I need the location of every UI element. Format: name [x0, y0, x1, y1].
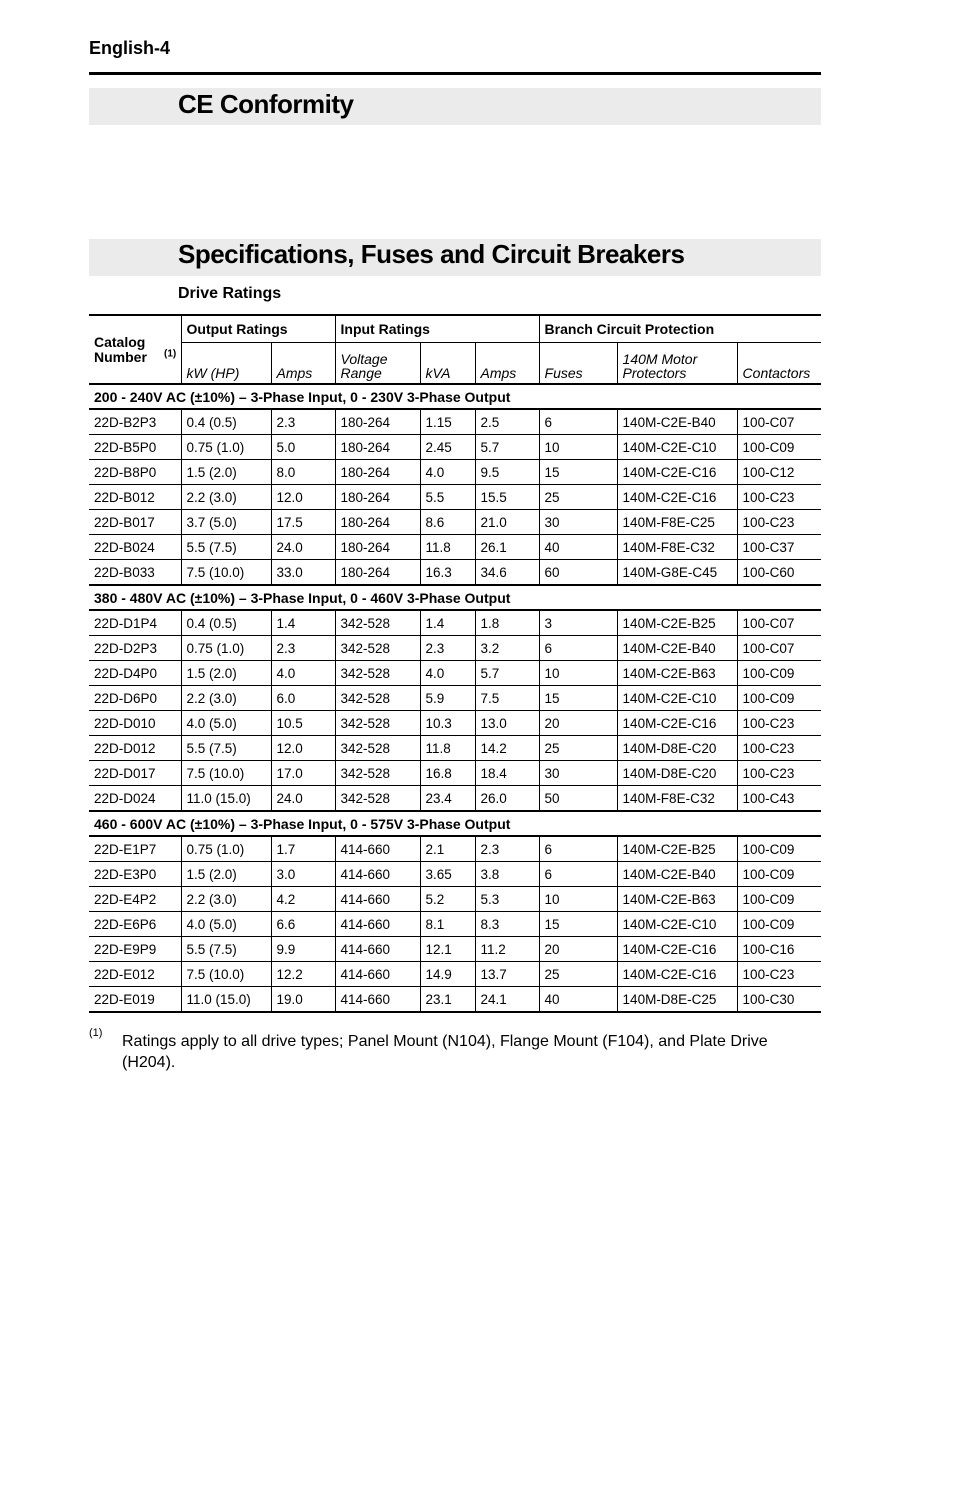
voltage-range-cell: 414-660	[335, 987, 420, 1013]
fuses-cell: 25	[539, 962, 617, 987]
kva-cell: 2.1	[420, 836, 475, 862]
voltage-range-cell: 414-660	[335, 836, 420, 862]
kva-cell: 1.15	[420, 409, 475, 435]
kw-hp-cell: 3.7 (5.0)	[181, 510, 271, 535]
voltage-range-cell: 180-264	[335, 535, 420, 560]
motor-protector-cell: 140M-G8E-C45	[617, 560, 737, 586]
contactor-cell: 100-C09	[737, 887, 821, 912]
input-amps-cell: 3.2	[475, 636, 539, 661]
ce-conformity-title: CE Conformity	[178, 89, 354, 119]
output-amps-cell: 1.4	[271, 610, 335, 636]
contactor-cell: 100-C09	[737, 661, 821, 686]
motor-protector-cell: 140M-C2E-C10	[617, 686, 737, 711]
fuses-cell: 25	[539, 485, 617, 510]
voltage-range-cell: 180-264	[335, 510, 420, 535]
voltage-range-cell: 342-528	[335, 686, 420, 711]
kva-cell: 23.1	[420, 987, 475, 1013]
catalog-number-cell: 22D-E012	[89, 962, 181, 987]
drive-ratings-table	[89, 314, 821, 1013]
motor-protector-cell: 140M-D8E-C20	[617, 736, 737, 761]
catalog-number-cell: 22D-E3P0	[89, 862, 181, 887]
catalog-number-cell: 22D-D012	[89, 736, 181, 761]
input-amps-cell: 5.7	[475, 435, 539, 460]
contactor-cell: 100-C23	[737, 510, 821, 535]
kva-cell: 3.65	[420, 862, 475, 887]
catalog-number-cell: 22D-E6P6	[89, 912, 181, 937]
motor-protector-cell: 140M-C2E-B40	[617, 409, 737, 435]
catalog-number-cell: 22D-D6P0	[89, 686, 181, 711]
input-amps-cell: 2.5	[475, 409, 539, 435]
contactor-cell: 100-C23	[737, 962, 821, 987]
output-amps-cell: 10.5	[271, 711, 335, 736]
motor-protector-cell: 140M-D8E-C25	[617, 987, 737, 1013]
table-row	[89, 460, 821, 485]
table-row	[89, 435, 821, 460]
table-row	[89, 610, 821, 636]
kw-hp-cell: 5.5 (7.5)	[181, 937, 271, 962]
input-amps-cell: 5.7	[475, 661, 539, 686]
fuses-cell: 10	[539, 887, 617, 912]
table-body	[89, 384, 821, 1012]
kw-hp-cell: 0.75 (1.0)	[181, 435, 271, 460]
footnote-text: Ratings apply to all drive types; Panel Mount (N104), Flange Mount (F104), and Plate Drive (H204).	[122, 1033, 768, 1071]
group-header-row	[89, 585, 821, 610]
voltage-range-cell: 180-264	[335, 409, 420, 435]
input-amps-cell: 34.6	[475, 560, 539, 586]
table-row	[89, 962, 821, 987]
group-label: 380 - 480V AC (±10%) – 3-Phase Input, 0 - 460V 3-Phase Output	[89, 585, 821, 610]
input-amps-cell: 1.8	[475, 610, 539, 636]
table-row	[89, 711, 821, 736]
contactor-cell: 100-C30	[737, 987, 821, 1013]
kw-hp-cell: 11.0 (15.0)	[181, 987, 271, 1013]
kva-header: kVA	[420, 343, 475, 385]
input-amps-cell: 7.5	[475, 686, 539, 711]
voltage-range-cell: 180-264	[335, 485, 420, 510]
motor-protector-cell: 140M-C2E-C10	[617, 912, 737, 937]
motor-protector-cell: 140M-C2E-B40	[617, 636, 737, 661]
kw-hp-cell: 4.0 (5.0)	[181, 912, 271, 937]
fuses-cell: 50	[539, 786, 617, 812]
contactor-cell: 100-C09	[737, 836, 821, 862]
kw-hp-cell: 1.5 (2.0)	[181, 661, 271, 686]
table-row	[89, 887, 821, 912]
table-row	[89, 736, 821, 761]
fuses-cell: 6	[539, 862, 617, 887]
voltage-range-cell: 342-528	[335, 736, 420, 761]
catalog-number-header	[89, 315, 181, 384]
kva-cell: 16.3	[420, 560, 475, 586]
catalog-number-cell: 22D-B024	[89, 535, 181, 560]
voltage-range-cell: 414-660	[335, 862, 420, 887]
output-amps-cell: 6.6	[271, 912, 335, 937]
output-amps-cell: 12.2	[271, 962, 335, 987]
motor-protector-cell: 140M-C2E-C10	[617, 435, 737, 460]
output-amps-cell: 33.0	[271, 560, 335, 586]
contactor-cell: 100-C07	[737, 636, 821, 661]
kw-hp-cell: 7.5 (10.0)	[181, 761, 271, 786]
motor-protector-cell: 140M-F8E-C25	[617, 510, 737, 535]
table-row	[89, 510, 821, 535]
voltage-range-cell: 414-660	[335, 962, 420, 987]
catalog-number-cell: 22D-D2P3	[89, 636, 181, 661]
voltage-range-cell: 414-660	[335, 912, 420, 937]
contactors-header: Contactors	[737, 343, 821, 385]
footnote-mark: (1)	[89, 1027, 103, 1039]
voltage-range-header	[335, 343, 420, 385]
table-row	[89, 636, 821, 661]
catalog-number-cell: 22D-B8P0	[89, 460, 181, 485]
motor-protector-cell: 140M-C2E-B63	[617, 887, 737, 912]
kw-hp-cell: 11.0 (15.0)	[181, 786, 271, 812]
kw-hp-cell: 2.2 (3.0)	[181, 485, 271, 510]
voltage-range-cell: 180-264	[335, 460, 420, 485]
table-row	[89, 836, 821, 862]
kw-hp-cell: 0.75 (1.0)	[181, 836, 271, 862]
kva-cell: 5.2	[420, 887, 475, 912]
catalog-number-cell: 22D-D1P4	[89, 610, 181, 636]
table-row	[89, 786, 821, 812]
motor-protector-cell: 140M-C2E-C16	[617, 962, 737, 987]
fuses-cell: 15	[539, 686, 617, 711]
catalog-number-cell: 22D-B033	[89, 560, 181, 586]
kva-cell: 23.4	[420, 786, 475, 812]
motor-protector-cell: 140M-C2E-C16	[617, 937, 737, 962]
contactor-cell: 100-C07	[737, 409, 821, 435]
kva-cell: 4.0	[420, 661, 475, 686]
input-ratings-header: Input Ratings	[335, 315, 539, 343]
kva-cell: 1.4	[420, 610, 475, 636]
kw-hp-cell: 1.5 (2.0)	[181, 862, 271, 887]
input-amps-cell: 21.0	[475, 510, 539, 535]
kva-cell: 8.1	[420, 912, 475, 937]
table-header-row-groups	[89, 315, 821, 343]
table-row	[89, 409, 821, 435]
table-row	[89, 661, 821, 686]
motor-protectors-line1: 140M Motor	[622, 351, 698, 367]
voltage-range-cell: 180-264	[335, 560, 420, 586]
contactor-cell: 100-C09	[737, 435, 821, 460]
contactor-cell: 100-C09	[737, 862, 821, 887]
motor-protector-cell: 140M-C2E-C16	[617, 460, 737, 485]
contactor-cell: 100-C37	[737, 535, 821, 560]
motor-protector-cell: 140M-C2E-B25	[617, 610, 737, 636]
motor-protector-cell: 140M-F8E-C32	[617, 535, 737, 560]
output-amps-cell: 12.0	[271, 485, 335, 510]
kw-hp-cell: 1.5 (2.0)	[181, 460, 271, 485]
kva-cell: 10.3	[420, 711, 475, 736]
kw-hp-cell: 2.2 (3.0)	[181, 887, 271, 912]
kw-hp-header: kW (HP)	[181, 343, 271, 385]
motor-protectors-header	[617, 343, 737, 385]
fuses-cell: 40	[539, 535, 617, 560]
table-row	[89, 560, 821, 586]
catalog-number-cell: 22D-E019	[89, 987, 181, 1013]
motor-protector-cell: 140M-C2E-C16	[617, 485, 737, 510]
input-amps-cell: 5.3	[475, 887, 539, 912]
contactor-cell: 100-C16	[737, 937, 821, 962]
fuses-cell: 40	[539, 987, 617, 1013]
output-amps-cell: 24.0	[271, 786, 335, 812]
fuses-cell: 10	[539, 661, 617, 686]
input-amps-cell: 2.3	[475, 836, 539, 862]
contactor-cell: 100-C23	[737, 761, 821, 786]
voltage-range-cell: 342-528	[335, 711, 420, 736]
table-row	[89, 987, 821, 1013]
table-row	[89, 937, 821, 962]
catalog-number-cell: 22D-B2P3	[89, 409, 181, 435]
specs-title: Specifications, Fuses and Circuit Breakers	[178, 239, 685, 269]
table-row	[89, 761, 821, 786]
catalog-number-cell: 22D-B012	[89, 485, 181, 510]
voltage-range-line1: Voltage	[340, 351, 388, 367]
voltage-range-cell: 414-660	[335, 937, 420, 962]
voltage-range-line2: Range	[340, 365, 382, 381]
input-amps-cell: 26.1	[475, 535, 539, 560]
table-row	[89, 686, 821, 711]
input-amps-cell: 24.1	[475, 987, 539, 1013]
fuses-cell: 30	[539, 761, 617, 786]
output-ratings-header: Output Ratings	[181, 315, 335, 343]
catalog-number-cell: 22D-B5P0	[89, 435, 181, 460]
catalog-number-cell: 22D-E1P7	[89, 836, 181, 862]
output-amps-cell: 5.0	[271, 435, 335, 460]
fuses-cell: 30	[539, 510, 617, 535]
fuses-cell: 60	[539, 560, 617, 586]
kw-hp-cell: 5.5 (7.5)	[181, 736, 271, 761]
input-amps-cell: 26.0	[475, 786, 539, 812]
catalog-footnote-ref: (1)	[164, 347, 177, 359]
input-amps-cell: 13.7	[475, 962, 539, 987]
fuses-cell: 20	[539, 937, 617, 962]
table-row	[89, 912, 821, 937]
fuses-cell: 15	[539, 460, 617, 485]
kva-cell: 16.8	[420, 761, 475, 786]
output-amps-cell: 1.7	[271, 836, 335, 862]
catalog-number-cell: 22D-E9P9	[89, 937, 181, 962]
output-amps-cell: 24.0	[271, 535, 335, 560]
kva-cell: 2.3	[420, 636, 475, 661]
output-amps-cell: 19.0	[271, 987, 335, 1013]
input-amps-cell: 3.8	[475, 862, 539, 887]
fuses-cell: 10	[539, 435, 617, 460]
fuses-cell: 6	[539, 836, 617, 862]
input-amps-cell: 9.5	[475, 460, 539, 485]
table-header-row-columns	[89, 343, 821, 385]
contactor-cell: 100-C60	[737, 560, 821, 586]
kva-cell: 12.1	[420, 937, 475, 962]
catalog-number-cell: 22D-D010	[89, 711, 181, 736]
group-label: 200 - 240V AC (±10%) – 3-Phase Input, 0 - 230V 3-Phase Output	[89, 384, 821, 409]
fuses-cell: 6	[539, 409, 617, 435]
input-amps-cell: 15.5	[475, 485, 539, 510]
kva-cell: 4.0	[420, 460, 475, 485]
kva-cell: 11.8	[420, 736, 475, 761]
contactor-cell: 100-C09	[737, 912, 821, 937]
motor-protectors-line2: Protectors	[622, 365, 687, 381]
group-header-row	[89, 384, 821, 409]
table-row	[89, 485, 821, 510]
contactor-cell: 100-C23	[737, 736, 821, 761]
output-amps-cell: 3.0	[271, 862, 335, 887]
output-amps-cell: 4.2	[271, 887, 335, 912]
input-amps-cell: 8.3	[475, 912, 539, 937]
contactor-cell: 100-C23	[737, 485, 821, 510]
kw-hp-cell: 0.75 (1.0)	[181, 636, 271, 661]
fuses-cell: 15	[539, 912, 617, 937]
contactor-cell: 100-C09	[737, 686, 821, 711]
kva-cell: 11.8	[420, 535, 475, 560]
group-label: 460 - 600V AC (±10%) – 3-Phase Input, 0 - 575V 3-Phase Output	[89, 811, 821, 836]
voltage-range-cell: 342-528	[335, 610, 420, 636]
motor-protector-cell: 140M-C2E-C16	[617, 711, 737, 736]
voltage-range-cell: 342-528	[335, 661, 420, 686]
input-amps-cell: 18.4	[475, 761, 539, 786]
kw-hp-cell: 7.5 (10.0)	[181, 962, 271, 987]
input-amps-cell: 14.2	[475, 736, 539, 761]
output-amps-cell: 9.9	[271, 937, 335, 962]
catalog-number-label: Catalog Number	[94, 333, 147, 365]
output-amps-cell: 17.0	[271, 761, 335, 786]
drive-ratings-title: Drive Ratings	[178, 285, 282, 302]
fuses-cell: 3	[539, 610, 617, 636]
output-amps-cell: 17.5	[271, 510, 335, 535]
input-amps-header: Amps	[475, 343, 539, 385]
voltage-range-cell: 414-660	[335, 887, 420, 912]
kw-hp-cell: 0.4 (0.5)	[181, 409, 271, 435]
voltage-range-cell: 342-528	[335, 761, 420, 786]
kva-cell: 5.5	[420, 485, 475, 510]
input-amps-cell: 11.2	[475, 937, 539, 962]
output-amps-cell: 12.0	[271, 736, 335, 761]
table-row	[89, 862, 821, 887]
header-rule	[89, 72, 821, 75]
contactor-cell: 100-C12	[737, 460, 821, 485]
voltage-range-cell: 342-528	[335, 636, 420, 661]
motor-protector-cell: 140M-D8E-C20	[617, 761, 737, 786]
motor-protector-cell: 140M-F8E-C32	[617, 786, 737, 812]
contactor-cell: 100-C43	[737, 786, 821, 812]
kw-hp-cell: 5.5 (7.5)	[181, 535, 271, 560]
kva-cell: 5.9	[420, 686, 475, 711]
catalog-number-cell: 22D-B017	[89, 510, 181, 535]
catalog-number-cell: 22D-D017	[89, 761, 181, 786]
kva-cell: 14.9	[420, 962, 475, 987]
output-amps-cell: 8.0	[271, 460, 335, 485]
kw-hp-cell: 4.0 (5.0)	[181, 711, 271, 736]
output-amps-header: Amps	[271, 343, 335, 385]
page-label: English-4	[89, 38, 171, 58]
voltage-range-cell: 180-264	[335, 435, 420, 460]
contactor-cell: 100-C23	[737, 711, 821, 736]
output-amps-cell: 2.3	[271, 409, 335, 435]
motor-protector-cell: 140M-C2E-B25	[617, 836, 737, 862]
group-header-row	[89, 811, 821, 836]
catalog-number-cell: 22D-E4P2	[89, 887, 181, 912]
kva-cell: 8.6	[420, 510, 475, 535]
fuses-cell: 20	[539, 711, 617, 736]
contactor-cell: 100-C07	[737, 610, 821, 636]
output-amps-cell: 4.0	[271, 661, 335, 686]
motor-protector-cell: 140M-C2E-B40	[617, 862, 737, 887]
kw-hp-cell: 7.5 (10.0)	[181, 560, 271, 586]
fuses-cell: 6	[539, 636, 617, 661]
kw-hp-cell: 0.4 (0.5)	[181, 610, 271, 636]
fuses-header: Fuses	[539, 343, 617, 385]
input-amps-cell: 13.0	[475, 711, 539, 736]
output-amps-cell: 2.3	[271, 636, 335, 661]
output-amps-cell: 6.0	[271, 686, 335, 711]
kw-hp-cell: 2.2 (3.0)	[181, 686, 271, 711]
motor-protector-cell: 140M-C2E-B63	[617, 661, 737, 686]
catalog-number-cell: 22D-D4P0	[89, 661, 181, 686]
kva-cell: 2.45	[420, 435, 475, 460]
fuses-cell: 25	[539, 736, 617, 761]
voltage-range-cell: 342-528	[335, 786, 420, 812]
table-row	[89, 535, 821, 560]
branch-protection-header: Branch Circuit Protection	[539, 315, 821, 343]
catalog-number-cell: 22D-D024	[89, 786, 181, 812]
